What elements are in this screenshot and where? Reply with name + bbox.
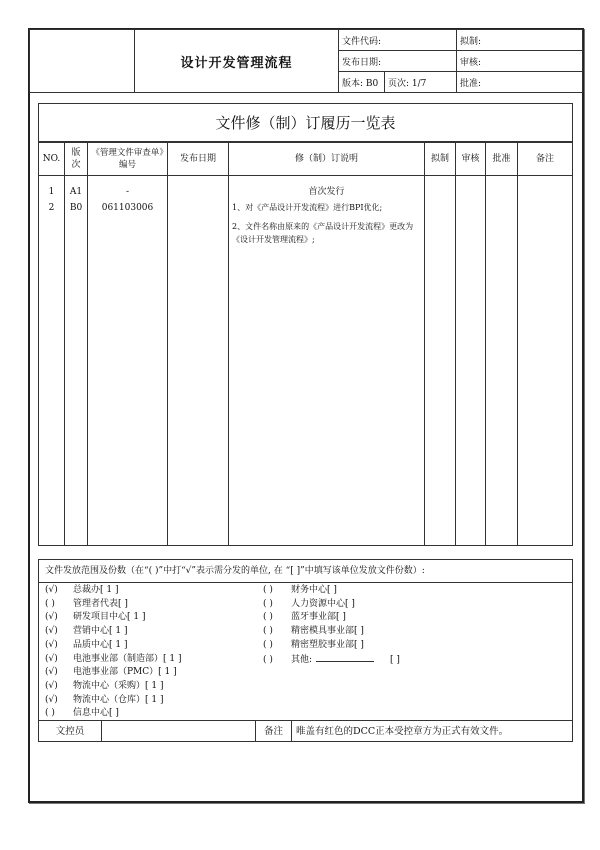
department-name: 电池事业部（制造部）[ 1 ] xyxy=(73,653,182,664)
department-name: 管理者代表[ ] xyxy=(73,598,128,609)
checkbox[interactable]: (√) xyxy=(45,667,58,678)
distribution-item xyxy=(263,624,364,638)
distribution-item xyxy=(45,610,145,624)
distribution-box xyxy=(38,559,573,742)
row-version: A1 xyxy=(69,187,83,197)
row-code: 061103006 xyxy=(101,203,154,213)
checkbox[interactable]: ( ) xyxy=(263,655,273,665)
distribution-item xyxy=(263,610,346,624)
checkbox[interactable]: (√) xyxy=(45,639,58,650)
col-review-code: 《管理文件审查单》编号 xyxy=(88,142,168,176)
department-name: 营销中心[ 1 ] xyxy=(73,626,128,637)
checkbox[interactable]: ( ) xyxy=(45,708,55,719)
document-header xyxy=(29,29,583,93)
department-name: 蓝牙事业部[ ] xyxy=(291,612,346,623)
row-no: 1 xyxy=(48,187,55,197)
distribution-item-other: ( ) 其他: [ ] xyxy=(263,652,400,666)
distribution-footer xyxy=(39,720,572,742)
revision-header-row xyxy=(39,142,573,176)
distribution-item xyxy=(45,597,128,611)
distribution-item xyxy=(263,583,337,597)
approved-field: 批准: xyxy=(457,72,583,93)
department-name: 财务中心[ ] xyxy=(291,585,337,595)
checkbox[interactable]: (√) xyxy=(45,585,58,595)
distribution-item xyxy=(263,638,364,652)
checkbox[interactable]: ( ) xyxy=(263,585,273,595)
remark-text: 唯盖有红色的DCC正本受控章方为正式有效文件。 xyxy=(296,726,509,737)
checkbox[interactable]: (√) xyxy=(45,653,58,664)
col-version: 版次 xyxy=(65,142,88,176)
distribution-item xyxy=(45,583,118,597)
revision-body xyxy=(39,176,573,546)
row-description: 首次发行 xyxy=(308,187,345,197)
col-release-date: 发布日期 xyxy=(168,142,229,176)
other-input-line[interactable] xyxy=(316,652,374,662)
checkbox[interactable]: ( ) xyxy=(263,639,273,650)
revision-history-table xyxy=(38,103,573,546)
row-code: - xyxy=(125,187,130,197)
department-name: 研发项目中心[ 1 ] xyxy=(73,612,146,623)
distribution-item xyxy=(45,706,119,720)
distribution-item xyxy=(45,665,177,679)
distribution-item xyxy=(45,624,127,638)
department-name: 物流中心（采购）[ 1 ] xyxy=(73,680,164,691)
col-remark: 备注 xyxy=(518,142,573,176)
department-name: 品质中心[ 1 ] xyxy=(73,639,128,650)
department-name: 电池事业部（PMC）[ 1 ] xyxy=(73,667,177,678)
checkbox[interactable]: ( ) xyxy=(263,612,273,623)
distribution-item xyxy=(263,597,355,611)
col-reviewed: 审核 xyxy=(456,142,486,176)
controller-label: 文控员 xyxy=(39,721,102,742)
row-version: B0 xyxy=(69,203,83,213)
checkbox[interactable]: (√) xyxy=(45,680,58,691)
document-title: 设计开发管理流程 xyxy=(135,30,339,93)
page-field: 页次: 1/7 xyxy=(385,72,457,93)
department-name: 精密塑胶事业部[ ] xyxy=(291,639,364,650)
checkbox[interactable]: ( ) xyxy=(263,598,273,609)
department-name: 信息中心[ ] xyxy=(73,708,119,719)
remark-label: 备注 xyxy=(256,721,292,742)
distribution-item xyxy=(45,679,163,693)
department-name: 物流中心（仓库）[ 1 ] xyxy=(73,694,164,705)
distribution-header: 文件发放范围及份数（在“( )”中打“√”表示需分发的单位, 在 “[ ]”中填写该单位发放文件份数）: xyxy=(39,560,572,583)
distribution-item xyxy=(45,652,181,666)
distribution-item xyxy=(45,693,163,707)
version-field: 版本: B0 xyxy=(339,72,385,93)
checkbox[interactable]: (√) xyxy=(45,612,58,623)
col-approved: 批准 xyxy=(486,142,518,176)
distribution-item xyxy=(45,638,127,652)
row-description: 2、文件名称由原来的《产品设计开发流程》更改为《设计开发管理流程》; xyxy=(232,222,414,244)
department-name: 总裁办[ 1 ] xyxy=(73,585,119,595)
checkbox[interactable]: ( ) xyxy=(263,626,273,637)
doc-code-field: 文件代码: xyxy=(339,30,457,51)
col-drafted: 拟制 xyxy=(425,142,456,176)
release-date-field: 发布日期: xyxy=(339,51,457,72)
reviewed-field: 审核: xyxy=(457,51,583,72)
checkbox[interactable]: ( ) xyxy=(45,598,55,609)
checkbox[interactable]: (√) xyxy=(45,694,58,705)
department-name: 人力资源中心[ ] xyxy=(291,598,355,609)
department-name: 精密模具事业部[ ] xyxy=(291,626,364,637)
col-no: NO. xyxy=(39,142,65,176)
logo-area xyxy=(30,30,135,93)
checkbox[interactable]: (√) xyxy=(45,626,58,637)
drafted-field: 拟制: xyxy=(457,30,583,51)
row-description: 1、对《产品设计开发流程》进行BPI优化; xyxy=(232,203,383,212)
controller-field[interactable] xyxy=(102,721,256,742)
row-date xyxy=(171,184,225,200)
revision-table-title: 文件修（制）订履历一览表 xyxy=(39,104,573,142)
col-description: 修（制）订说明 xyxy=(229,142,425,176)
row-no: 2 xyxy=(48,203,55,213)
